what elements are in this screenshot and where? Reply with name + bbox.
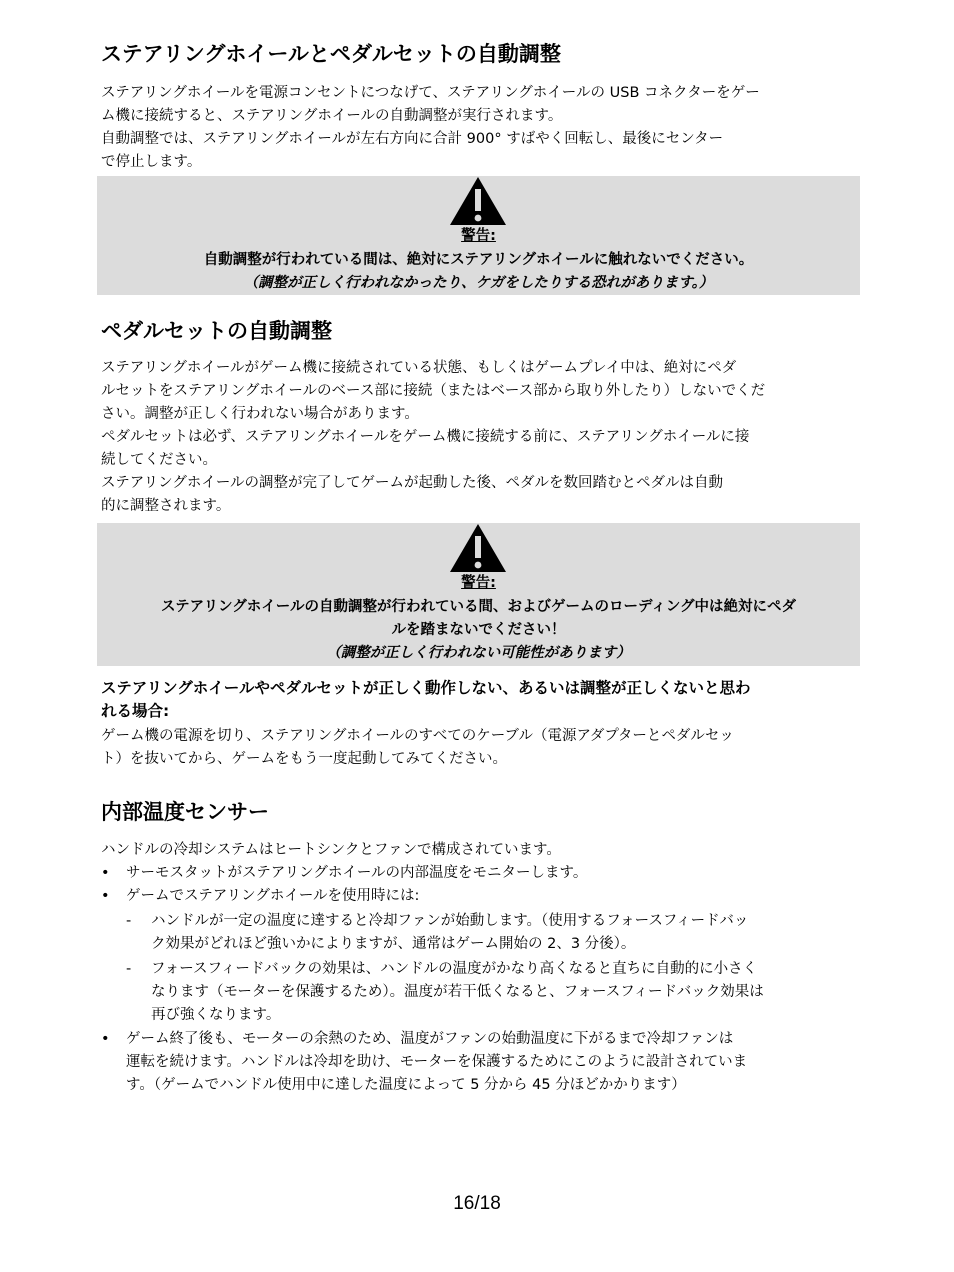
text-line: 的に調整されます。	[101, 498, 231, 514]
bullet-mark: •	[101, 865, 110, 881]
list-item	[101, 885, 861, 908]
sub-list-item-text: ハンドルが一定の温度に達すると冷却ファンが始動します。（使用するフォースフィードバッ	[151, 913, 749, 929]
page-number: 16/18	[453, 1193, 501, 1214]
warning-label-text: 警告:	[461, 228, 496, 244]
text-line: ム機に接続すると、ステアリングホイールの自動調整が実行されます。	[101, 108, 563, 124]
text-line: ハンドルの冷却システムはヒートシンクとファンで構成されています。	[101, 842, 561, 858]
text-line: で停止します。	[101, 154, 202, 170]
text-line: ルセットをステアリングホイールのベース部に接続（またはベース部から取り外したり）しないでくだ	[101, 383, 766, 399]
section3-intro	[101, 839, 861, 862]
warning-label	[97, 572, 860, 594]
trouble-heading	[101, 677, 861, 723]
sub-list-item-text: ク効果がどれほど強いかによりますが、通常はゲーム開始の 2、3 分後）。	[151, 936, 636, 952]
list-item-text: ゲームでステアリングホイールを使用時には:	[126, 888, 420, 904]
warning-box-2	[97, 523, 860, 666]
dash-mark: -	[126, 961, 132, 977]
sub-list-item-text: フォースフィードバックの効果は、ハンドルの温度がかなり高くなると直ちに自動的に小さく	[151, 961, 758, 977]
sub-list-item	[126, 910, 861, 956]
warning-text: ステアリングホイールの自動調整が行われている間、およびゲームのローディング中は絶対にペダ	[160, 599, 797, 615]
section-title-pedal-calibration: ペダルセットの自動調整	[101, 319, 332, 343]
list-item-text: ゲーム終了後も、モーターの余熱のため、温度がファンの始動温度に下がるまで冷却ファンは	[126, 1031, 734, 1047]
text-line: ステアリングホイールを電源コンセントにつなげて、ステアリングホイールの USB コネクターをゲー	[101, 85, 760, 101]
text-line: ペダルセットは必ず、ステアリングホイールをゲーム機に接続する前に、ステアリングホイールに接	[101, 429, 750, 445]
warning-note: （調整が正しく行われなかったり、ケガをしたりする恐れがあります。）	[243, 275, 714, 291]
text-line: ト）を抜いてから、ゲームをもう一度起動してみてください。	[101, 751, 507, 767]
dash-mark: -	[126, 913, 132, 929]
text-line: ゲーム機の電源を切り、ステアリングホイールのすべてのケーブル（電源アダプターとペダルセッ	[101, 728, 734, 744]
text-line: さい。調整が正しく行われない場合があります。	[101, 406, 419, 422]
list-item-text: す。（ゲームでハンドル使用中に達した温度によって 5 分から 45 分ほどかかります）	[126, 1077, 686, 1093]
list-item-text: サーモスタットがステアリングホイールの内部温度をモニターします。	[126, 865, 588, 881]
text-line: 続してください。	[101, 452, 217, 468]
warning-text: ルを踏まないでください！	[391, 622, 566, 638]
warning-note: （調整が正しく行われない可能性があります）	[326, 645, 631, 661]
warning-label	[97, 225, 860, 247]
warning-triangle-icon	[449, 523, 507, 573]
bullet-mark: •	[101, 1031, 110, 1047]
text-line: ステアリングホイールがゲーム機に接続されている状態、もしくはゲームプレイ中は、絶対にペダ	[101, 360, 737, 376]
sub-list-item-text: なります（モーターを保護するため）。温度が若干低くなると、フォースフィードバック効果は	[151, 984, 764, 1000]
list-item	[101, 862, 861, 885]
trouble-paragraph	[101, 725, 861, 771]
trouble-heading-line: れる場合:	[101, 702, 170, 720]
trouble-heading-line: ステアリングホイールやペダルセットが正しく動作しない、あるいは調整が正しくないと思わ	[101, 679, 751, 697]
list-item-text: 運転を続けます。ハンドルは冷却を助け、モーターを保護するためにこのように設計されていま	[126, 1054, 748, 1070]
list-item	[101, 1028, 861, 1097]
section1-paragraph	[101, 82, 861, 174]
section2-paragraph	[101, 357, 861, 518]
warning-triangle-icon	[449, 176, 507, 226]
sub-list-item-text: 再び強くなります。	[151, 1007, 281, 1023]
warning-box-1	[97, 176, 860, 295]
section-title-auto-calibration: ステアリングホイールとペダルセットの自動調整	[101, 42, 561, 66]
text-line: 自動調整では、ステアリングホイールが左右方向に合計 900° すばやく回転し、最後にセンター	[101, 131, 724, 147]
bullet-mark: •	[101, 888, 110, 904]
text-line: ステアリングホイールの調整が完了してゲームが起動した後、ペダルを数回踏むとペダルは自動	[101, 475, 724, 491]
warning-text: 自動調整が行われている間は、絶対にステアリングホイールに触れないでください。	[203, 252, 754, 268]
section-title-temperature-sensor: 内部温度センサー	[101, 800, 269, 824]
warning-label-text: 警告:	[461, 575, 496, 591]
sub-list-item	[126, 958, 861, 1027]
